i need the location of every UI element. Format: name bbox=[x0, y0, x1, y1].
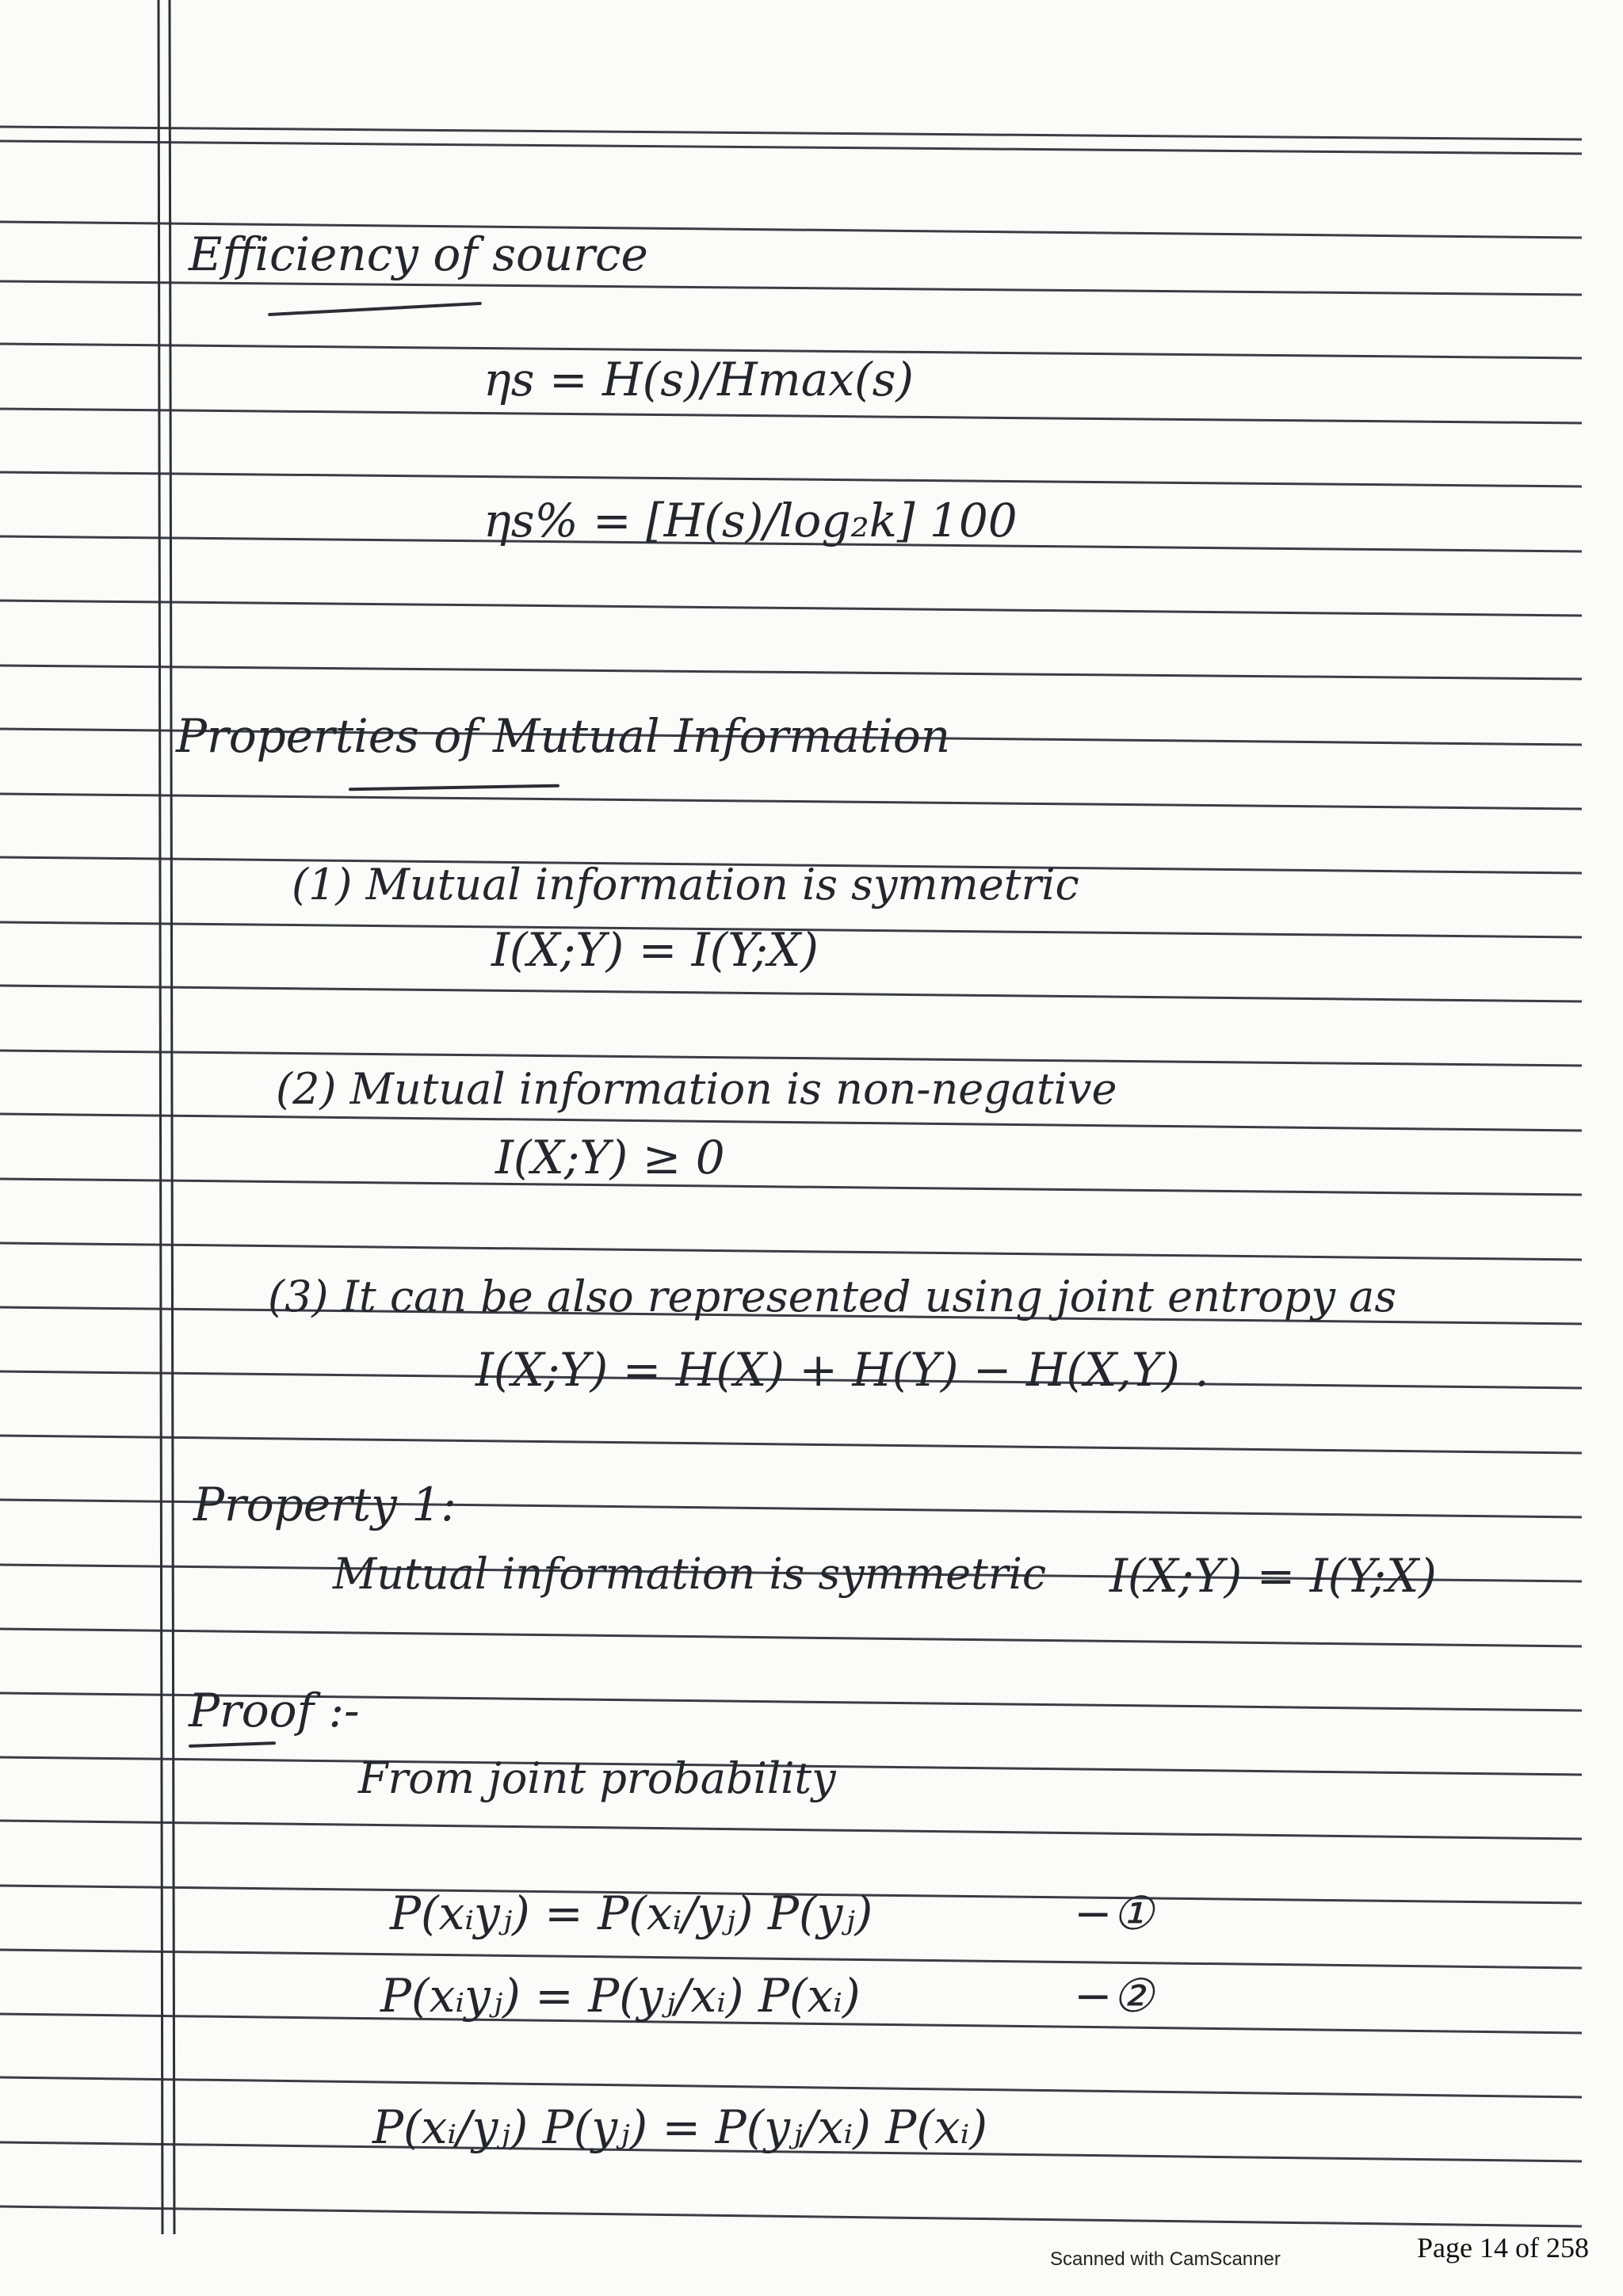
property1-statement: Mutual information is symmetric bbox=[333, 1549, 1047, 1599]
proof-equation-2-tag: −② bbox=[1074, 1969, 1154, 2023]
proof-intro: From joint probability bbox=[358, 1753, 836, 1803]
property1-statement-equation: I(X;Y) = I(Y;X) bbox=[1109, 1549, 1437, 1603]
property-1-equation: I(X;Y) = I(Y;X) bbox=[491, 923, 819, 977]
property-2-text: (2) Mutual information is non-negative bbox=[276, 1064, 1117, 1114]
proof-equation-3: P(xᵢ/yⱼ) P(yⱼ) = P(yⱼ/xᵢ) P(xᵢ) bbox=[372, 2100, 987, 2154]
proof-equation-1: P(xᵢyⱼ) = P(xᵢ/yⱼ) P(yⱼ) bbox=[390, 1886, 873, 1940]
efficiency-percent-formula: ηs% = [H(s)/log₂k] 100 bbox=[483, 494, 1018, 547]
efficiency-title: Efficiency of source bbox=[189, 227, 648, 281]
page-number: Page 14 of 258 bbox=[1417, 2232, 1589, 2264]
property1-title: Property 1: bbox=[193, 1478, 456, 1531]
property-3-text: (3) It can be also represented using joint entropy as bbox=[268, 1272, 1397, 1322]
proof-title: Proof :- bbox=[189, 1684, 360, 1737]
property-1-text: (1) Mutual information is symmetric bbox=[292, 860, 1079, 910]
proof-equation-1-tag: −① bbox=[1074, 1886, 1154, 1940]
property-2-equation: I(X;Y) ≥ 0 bbox=[495, 1131, 725, 1184]
efficiency-formula: ηs = H(s)/Hmax(s) bbox=[483, 353, 915, 406]
properties-title: Properties of Mutual Information bbox=[176, 709, 951, 763]
property-3-equation: I(X;Y) = H(X) + H(Y) − H(X,Y) . bbox=[475, 1343, 1209, 1397]
scanner-watermark: Scanned with CamScanner bbox=[1050, 2248, 1281, 2270]
proof-equation-2: P(xᵢyⱼ) = P(yⱼ/xᵢ) P(xᵢ) bbox=[380, 1969, 861, 2023]
